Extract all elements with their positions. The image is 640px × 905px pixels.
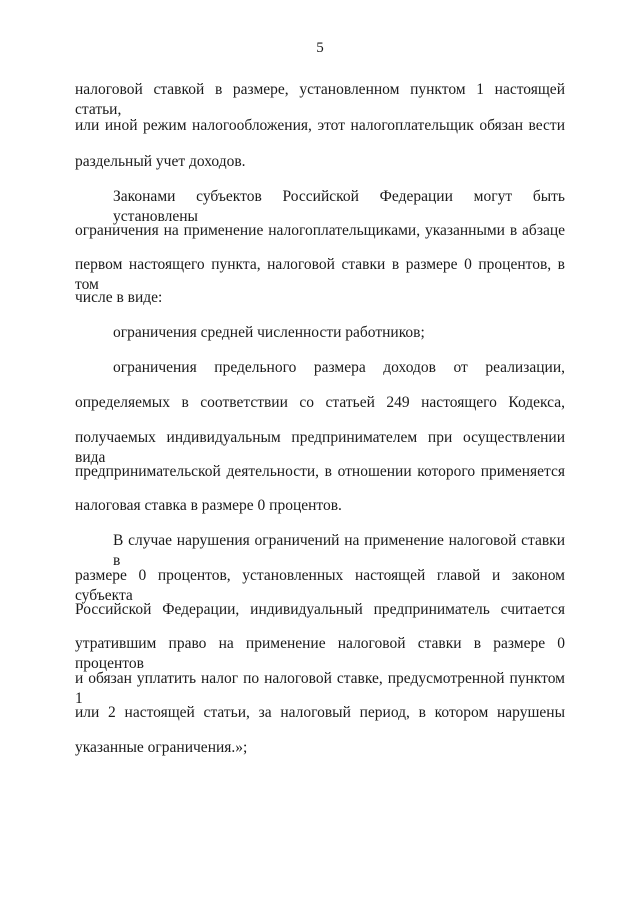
text-line: определяемых в соответствии со статьей 249 настоящего Кодекса,	[75, 394, 565, 411]
text-line: ограничения предельного размера доходов от реализации,	[113, 359, 565, 376]
text-line: налоговой ставкой в размере, установленном пунктом 1 настоящей статьи,	[75, 81, 565, 118]
text-line: ограничения на применение налогоплательщиками, указанными в абзаце	[75, 222, 565, 239]
text-line: и обязан уплатить налог по налоговой ставке, предусмотренной пунктом 1	[75, 670, 565, 707]
text-line: налоговая ставка в размере 0 процентов.	[75, 497, 342, 514]
text-line: утратившим право на применение налоговой ставки в размере 0 процентов	[75, 635, 565, 672]
text-line: получаемых индивидуальным предпринимателем при осуществлении вида	[75, 429, 565, 466]
text-line: первом настоящего пункта, налоговой ставки в размере 0 процентов, в том	[75, 256, 565, 293]
text-line: указанные ограничения.»;	[75, 739, 248, 756]
text-line: раздельный учет доходов.	[75, 153, 246, 170]
text-line: числе в виде:	[75, 289, 163, 306]
page-number: 5	[316, 40, 324, 56]
text-line: ограничения средней численности работников;	[113, 324, 425, 341]
text-line: Законами субъектов Российской Федерации могут быть установлены	[113, 188, 565, 225]
text-line: предпринимательской деятельности, в отношении которого применяется	[75, 463, 565, 480]
text-line: Российской Федерации, индивидуальный предприниматель считается	[75, 601, 565, 618]
text-line: размере 0 процентов, установленных настоящей главой и законом субъекта	[75, 567, 565, 604]
text-line: или иной режим налогообложения, этот налогоплательщик обязан вести	[75, 117, 565, 134]
text-line: В случае нарушения ограничений на применение налоговой ставки в	[113, 532, 565, 569]
text-line: или 2 настоящей статьи, за налоговый период, в котором нарушены	[75, 704, 565, 721]
